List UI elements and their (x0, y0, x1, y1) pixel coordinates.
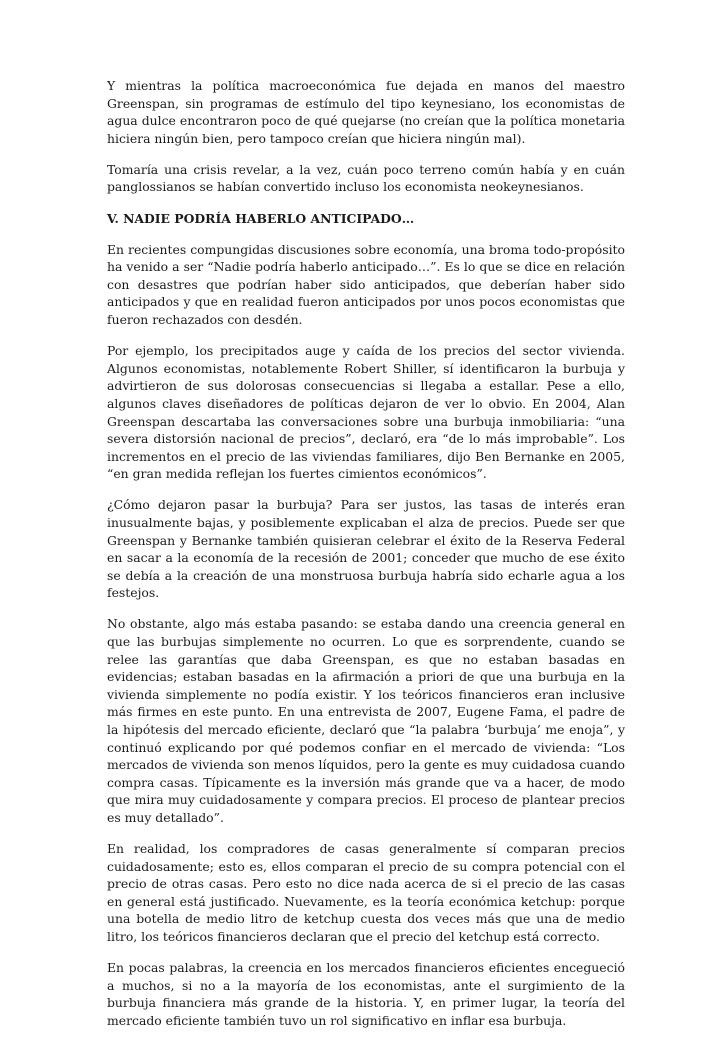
paragraph: ¿Cómo dejaron pasar la burbuja? Para ser justos, las tasas de interés eran inusualmente bajas, y posiblemente explicaban el alza de precios. Puede ser que Greenspan y Bernanke también quisieran celebrar el éxito de la Reserva Federal en sacar a la economía de la recesión de 2001; conceder que mucho de ese éxito se debía a la creación de una monstruosa burbuja habría sido echarle agua a los festejos. (107, 497, 625, 601)
paragraph: No obstante, algo más estaba pasando: se estaba dando una creencia general en que las burbujas simplemente no ocurren. Lo que es sorprendente, cuando se relee las garantías que daba Greenspan, es que no estaban basadas en evidencias; estaban basadas en la afirmación a priori de que una burbuja en la vivienda simplemente no podía existir. Y los teóricos financieros eran inclusive más firmes en este punto. En una entrevista de 2007, Eugene Fama, el padre de la hipótesis del mercado eficiente, declaró que “la palabra ‘burbuja’ me enoja”, y continuó explicando por qué podemos confiar en el mercado de vivienda: “Los mercados de vivienda son menos líquidos, pero la gente es muy cuidadosa cuando compra casas. Típicamente es la inversión más grande que va a hacer, de modo que mira muy cuidadosamente y compara precios. El proceso de plantear precios es muy detallado”. (107, 616, 625, 825)
paragraph: Tomaría una crisis revelar, a la vez, cuán poco terreno común había y en cuán panglossianos se habían convertido incluso los economista neokeynesianos. (107, 161, 625, 195)
paragraph: Por ejemplo, los precipitados auge y caída de los precios del sector vivienda. Algunos economistas, notablemente Robert Shiller, sí identificaron la burbuja y advirtieron de sus dolorosas consecuencias si llegaba a estallar. Pese a ello, algunos claves diseñadores de políticas dejaron de ver lo obvio. En 2004, Alan Greenspan descartaba las conversaciones sobre una burbuja inmobiliaria: “una severa distorsión nacional de precios”, declaró, era “de lo más improbable”. Los incrementos en el precio de las viviendas familiares, dijo Ben Bernanke en 2005, “en gran medida reflejan los fuertes cimientos económicos”. (107, 343, 625, 482)
paragraph: Y mientras la política macroeconómica fue dejada en manos del maestro Greenspan, sin programas de estímulo del tipo keynesiano, los economistas de agua dulce encontraron poco de qué quejarse (no creían que la política monetaria hiciera ningún bien, pero tampoco creían que hiciera ningún mal). (107, 78, 625, 146)
document-body (107, 77, 625, 1043)
paragraph: En recientes compungidas discusiones sobre economía, una broma todo-propósito ha venido a ser “Nadie podría haberlo anticipado…”. Es lo que se dice en relación con desastres que podrían haber sido anticipados, que deberían haber sido anticipados y que en realidad fueron anticipados por unos pocos economistas que fueron rechazados con desdén. (107, 241, 625, 328)
paragraph: En pocas palabras, la creencia en los mercados financieros eficientes encegueció a muchos, si no a la mayoría de los economistas, ante el surgimiento de la burbuja financiera más grande de la historia. Y, en primer lugar, la teoría del mercado eficiente también tuvo un rol significativo en inflar esa burbuja. (107, 960, 625, 1028)
paragraph: En realidad, los compradores de casas generalmente sí comparan precios cuidadosamente; esto es, ellos comparan el precio de su compra potencial con el precio de otras casas. Pero esto no dice nada acerca de si el precio de las casas en general está justificado. Nuevamente, es la teoría económica ketchup: porque una botella de medio litro de ketchup cuesta dos veces más que una de medio litro, los teóricos financieros declaran que el precio del ketchup está correcto. (107, 841, 625, 945)
section-heading: V. NADIE PODRÍA HABERLO ANTICIPADO… (107, 210, 415, 226)
